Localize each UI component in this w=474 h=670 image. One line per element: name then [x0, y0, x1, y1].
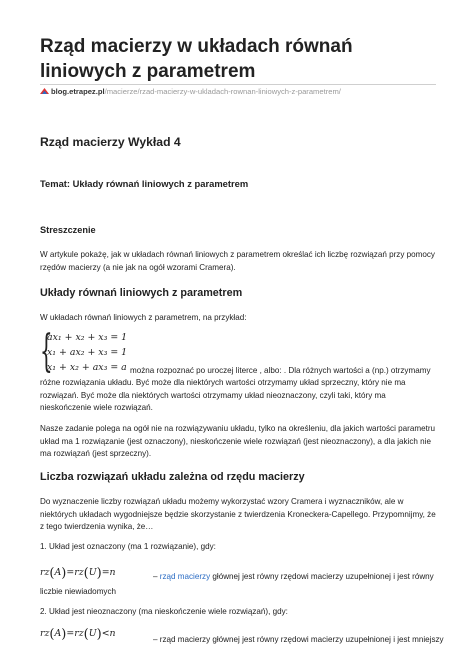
source-domain[interactable]: blog.etrapez.pl — [51, 87, 105, 96]
section1-heading: Układy równań liniowych z parametrem — [40, 287, 243, 299]
formula-eq-rz: =rz — [66, 628, 84, 639]
case1-dash: – — [153, 572, 160, 581]
summary-paragraph: W artykule pokażę, jak w układach równań liniowych z parametrem określać ich liczbę rozwiązań przy pomocy rzędów macierzy (a nie jak na ogół wzorami Cramera). — [40, 250, 435, 272]
section1-intro: W układach równań liniowych z parametrem, na przykład: — [40, 313, 247, 322]
system-equation-1: ax₁ + x₂ + x₃ = 1 — [47, 332, 128, 343]
formula-matrix-a: A — [54, 567, 62, 578]
formula-matrix-u: U — [88, 567, 97, 578]
etrapez-logo-icon — [40, 88, 49, 97]
formula-lt-n: <n — [101, 628, 116, 639]
source-path[interactable]: /macierze/rzad-macierzy-w-ukladach-rownan-liniowych-z-parametrem/ — [104, 87, 341, 96]
formula-matrix-a: A — [54, 628, 62, 639]
system-equation-3: x₁ + x₂ + ax₃ = a — [47, 362, 127, 373]
summary-heading: Streszczenie — [40, 225, 96, 235]
rank-link[interactable]: rząd macierzy — [159, 572, 211, 581]
case1-description — [153, 571, 436, 584]
document-title: Rząd macierzy w układach równań liniowych z parametrem — [40, 36, 353, 82]
formula-rz: rz — [40, 567, 50, 578]
section2-intro: Do wyznaczenie liczby rozwiązań układu możemy wykorzystać wzory Cramera i wyznaczników, ale w niektórych układach wygodniejsze będzie skorzystanie z twierdzenia Kroneckera-Capellego. Przypomnijmy, że z tego twierdzenia wynika, że… — [40, 497, 436, 532]
case2-label: 2. Układ jest nieoznaczony (ma nieskończenie wiele rozwiązań), gdy: — [40, 607, 288, 616]
topic-heading: Temat: Układy równań liniowych z parametrem — [40, 178, 249, 189]
case1-label: 1. Układ jest oznaczony (ma 1 rozwiązanie), gdy: — [40, 542, 216, 551]
formula-eq-rz: =rz — [66, 567, 84, 578]
formula-eq-n: =n — [101, 567, 116, 578]
case2-description: – rząd macierzy głównej jest równy rzędowi macierzy uzupełnionej i jest mniejszy — [153, 635, 444, 644]
section2-heading: Liczba rozwiązań układu zależna od rzędu macierzy — [40, 471, 305, 483]
case2-formula: rz(A)=rz(U)<n — [40, 627, 116, 642]
system-brace: { — [40, 326, 53, 377]
section1-task-paragraph: Nasze zadanie polega na ogół nie na rozwiązywaniu układu, tylko na określeniu, dla jakich wartości parametru układ ma 1 rozwiązanie (jest oznaczony), nieskończenie wiele rozwiązań (jest nieoznaczony), a dla jakich nie ma rozwiązań (jest sprzeczny). — [40, 424, 436, 459]
formula-matrix-u: U — [88, 628, 97, 639]
case1-text: głównej jest równy rzędowi macierzy uzupełnionej i jest równy — [210, 572, 434, 581]
case1-description-line2: liczbie niewiadomych — [40, 587, 117, 596]
title-divider — [40, 84, 436, 85]
section1-after-system-line1: można rozpoznać po uroczej literce , albo: . Dla różnych wartości a (np.) otrzymamy — [130, 366, 431, 375]
case1-formula: rz(A)=rz(U)=n — [40, 566, 116, 581]
system-equation-2: x₁ + ax₂ + x₃ = 1 — [47, 347, 128, 358]
main-heading: Rząd macierzy Wykład 4 — [40, 135, 181, 149]
equation-system — [40, 326, 130, 377]
formula-rz: rz — [40, 628, 50, 639]
source-line[interactable] — [40, 87, 341, 97]
section1-after-system-rest: różne rozwiązania układu. Być może dla niektórych wartości otrzymamy układ sprzeczny, który nie ma rozwiązań. Być może dla niektórych wartości otrzymamy układ nieoznaczony, czyli taki, który ma nieskończenie wiele rozwiązań. — [40, 378, 406, 413]
